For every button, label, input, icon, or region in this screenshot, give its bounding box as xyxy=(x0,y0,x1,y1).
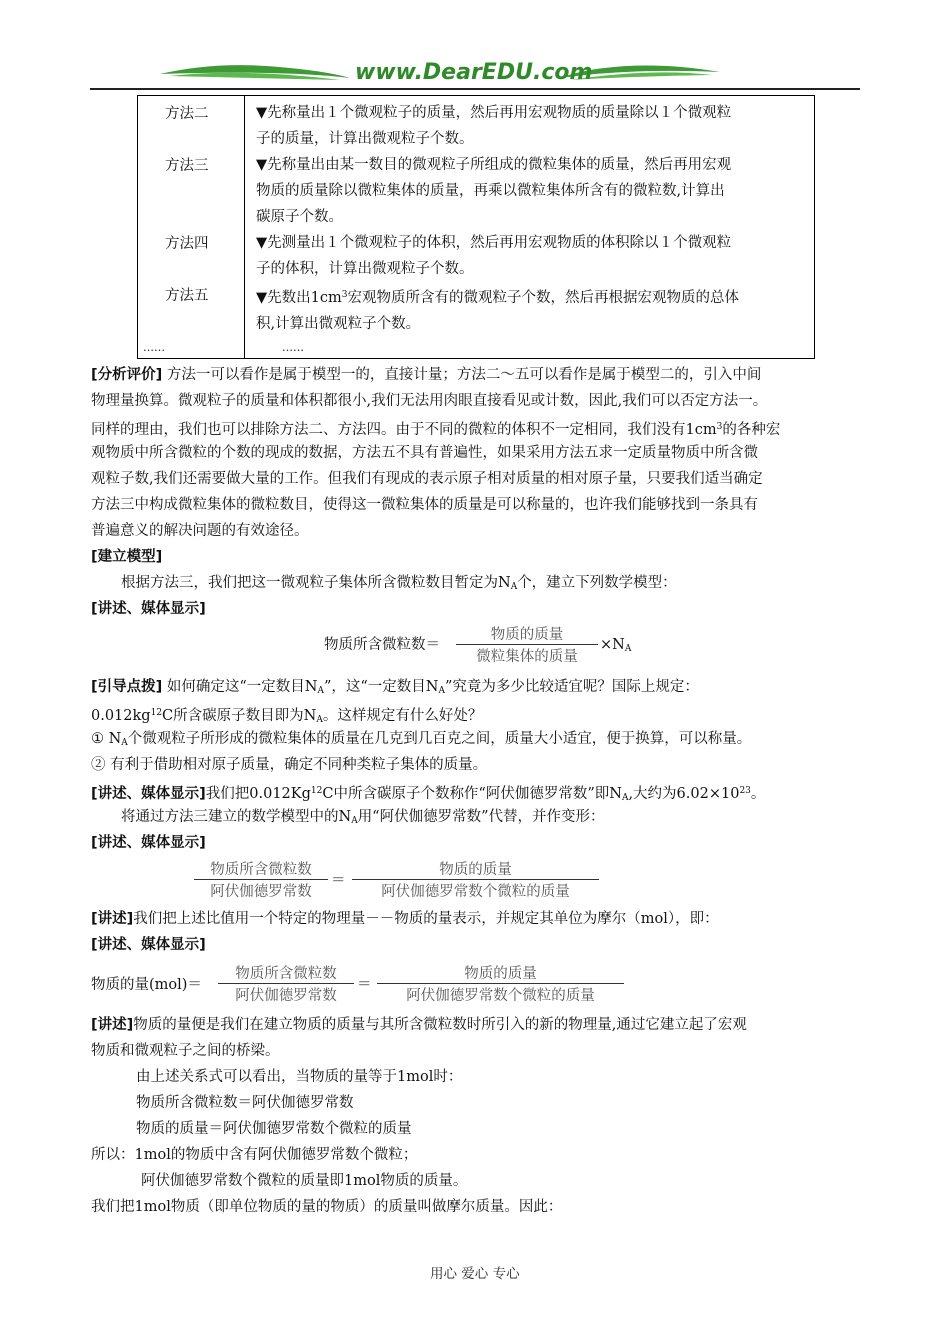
formula-fraction: 物质所含微粒数 阿伏伽德罗常数 xyxy=(194,858,328,901)
formula-fraction: 物质的质量 微粒集体的质量 xyxy=(456,623,598,666)
section-label: [引导点拨] xyxy=(91,679,163,695)
formula-multiplier: $\times N_A$ xyxy=(600,637,632,654)
formula-fraction: 物质所含微粒数 阿伏伽德罗常数 xyxy=(218,962,354,1005)
formula-equals: ＝ xyxy=(357,977,372,993)
formula-equals: ＝ xyxy=(331,873,346,889)
method-label: 方法四 xyxy=(165,236,209,252)
section-label: [讲述、媒体显示] xyxy=(91,786,206,802)
method-label: 方法五 xyxy=(165,288,209,304)
method-label: 方法三 xyxy=(165,158,209,174)
analysis-line: 方法三中构成微粒集体的微粒数目，使得这一微粒集体的质量是可以称量的，也许我们能够找到一条具有 xyxy=(91,497,758,513)
talk-line: 所以：1mol的物质中含有阿伏伽德罗常数个微粒； xyxy=(91,1147,418,1163)
method-description: ▼先称量出１个微观粒子的质量，然后再用宏观物质的质量除以１个微观粒 子的质量，计算出微观粒子个数。 xyxy=(256,105,732,147)
section-label: [讲述] xyxy=(91,911,134,927)
table-column-divider xyxy=(244,95,245,359)
talk-line: [讲述]我们把上述比值用一个特定的物理量－－物质的量表示，并规定其单位为摩尔（mol），即： xyxy=(91,911,719,927)
method-description: ▼先称量出由某一数目的微观粒子所组成的微粒集体的质量，然后再用宏观 物质的质量除以微粒集体的质量，再乘以微粒集体所含有的微粒数,计算出 碳原子个数。 xyxy=(256,157,732,225)
analysis-line: [分析评价] 方法一可以看作是属于模型一的，直接计量；方法二～五可以看作是属于模型二的，引入中间 xyxy=(91,367,762,383)
formula-fraction: 物质的质量 阿伏伽德罗常数个微粒的质量 xyxy=(352,858,599,901)
section-label: [讲述] xyxy=(91,1017,134,1033)
analysis-line: 观粒子数,我们还需要做大量的工作。但我们有现成的表示原子相对质量的相对原子量，只要我们适当确定 xyxy=(91,471,763,487)
site-logo-text[interactable]: www.DearEDU.com xyxy=(355,60,593,85)
formula-fraction: 物质的质量 阿伏伽德罗常数个微粒的质量 xyxy=(377,962,624,1005)
talk-line: 物质的质量＝阿伏伽德罗常数个微粒的质量 xyxy=(136,1121,412,1137)
table-ellipsis: …… xyxy=(282,341,304,354)
guide-point: ② 有利于借助相对原子质量，确定不同种类粒子集体的质量。 xyxy=(91,757,488,773)
footer-slogan: 用心 爱心 专心 xyxy=(430,1266,520,1282)
formula-lhs: 物质所含微粒数＝ xyxy=(324,637,440,653)
paragraph-line: 根据方法三，我们把这一微观粒子集体所含微粒数目暂定为$N_A$个，建立下列数学模型： xyxy=(121,575,677,592)
section-label: [讲述、媒体显示] xyxy=(91,835,206,851)
talk-line: [讲述、媒体显示]我们把0.012Kg$^{12}$C中所含碳原子个数称作“阿伏伽德罗常数”即$N_A$,大约为$6.02\times 10^{23}$。 xyxy=(91,786,766,803)
talk-line: 物质所含微粒数＝阿伏伽德罗常数 xyxy=(136,1095,354,1111)
talk-line: 将通过方法三建立的数学模型中的$N_A$用“阿伏伽德罗常数”代替，并作变形： xyxy=(121,809,605,826)
talk-line: 由上述关系式可以看出，当物质的量等于1mol时： xyxy=(136,1069,463,1085)
analysis-line: 同样的理由，我们也可以排除方法二、方法四。由于不同的微粒的体积不一定相同，我们没有$1cm^3$的各种宏 xyxy=(91,422,781,438)
guide-line: $0.012kg^{12}C$所含碳原子数目即为$N_A$。这样规定有什么好处？ xyxy=(91,708,483,725)
section-label: [讲述、媒体显示] xyxy=(91,601,206,617)
method-label: 方法二 xyxy=(165,106,209,122)
talk-line: 我们把1mol物质（即单位物质的量的物质）的质量叫做摩尔质量。因此： xyxy=(91,1199,563,1215)
method-description: ▼先数出$1cm^3$宏观物质所含有的微观粒子个数，然后再根据宏观物质的总体 积,计算出微观粒子个数。 xyxy=(256,290,739,332)
method-description: ▼先测量出１个微观粒子的体积，然后再用宏观物质的体积除以１个微观粒 子的体积，计算出微观粒子个数。 xyxy=(256,235,732,277)
section-label: [分析评价] xyxy=(91,367,163,383)
analysis-line: 观物质中所含微粒的个数的现成的数据，方法五不具有普遍性，如果采用方法五求一定质量物质中所含微 xyxy=(91,445,758,461)
table-ellipsis: …… xyxy=(143,341,165,354)
talk-line: [讲述]物质的量便是我们在建立物质的质量与其所含微粒数时所引入的新的物理量,通过它建立起了宏观 xyxy=(91,1017,747,1033)
guide-line: [引导点拨] 如何确定这“一定数目$N_A$”，这“一定数目$N_A$”究竟为多少比较适宜呢？国际上规定： xyxy=(91,679,699,696)
header-rule xyxy=(90,88,860,90)
section-label: [建立模型] xyxy=(91,549,163,565)
formula-lhs: 物质的量(mol)＝ xyxy=(91,977,202,993)
analysis-line: 物理量换算。微观粒子的质量和体积都很小,我们无法用肉眼直接看见或计数，因此,我们可以否定方法一。 xyxy=(91,393,768,409)
talk-line: 物质和微观粒子之间的桥梁。 xyxy=(91,1043,280,1059)
guide-point: ① $N_A$个微观粒子所形成的微粒集体的质量在几克到几百克之间，质量大小适宜，便于换算，可以称量。 xyxy=(91,731,752,748)
talk-line: 阿伏伽德罗常数个微粒的质量即1mol物质的质量。 xyxy=(141,1173,468,1189)
analysis-line: 普遍意义的解决问题的有效途径。 xyxy=(91,523,309,539)
section-label: [讲述、媒体显示] xyxy=(91,937,206,953)
